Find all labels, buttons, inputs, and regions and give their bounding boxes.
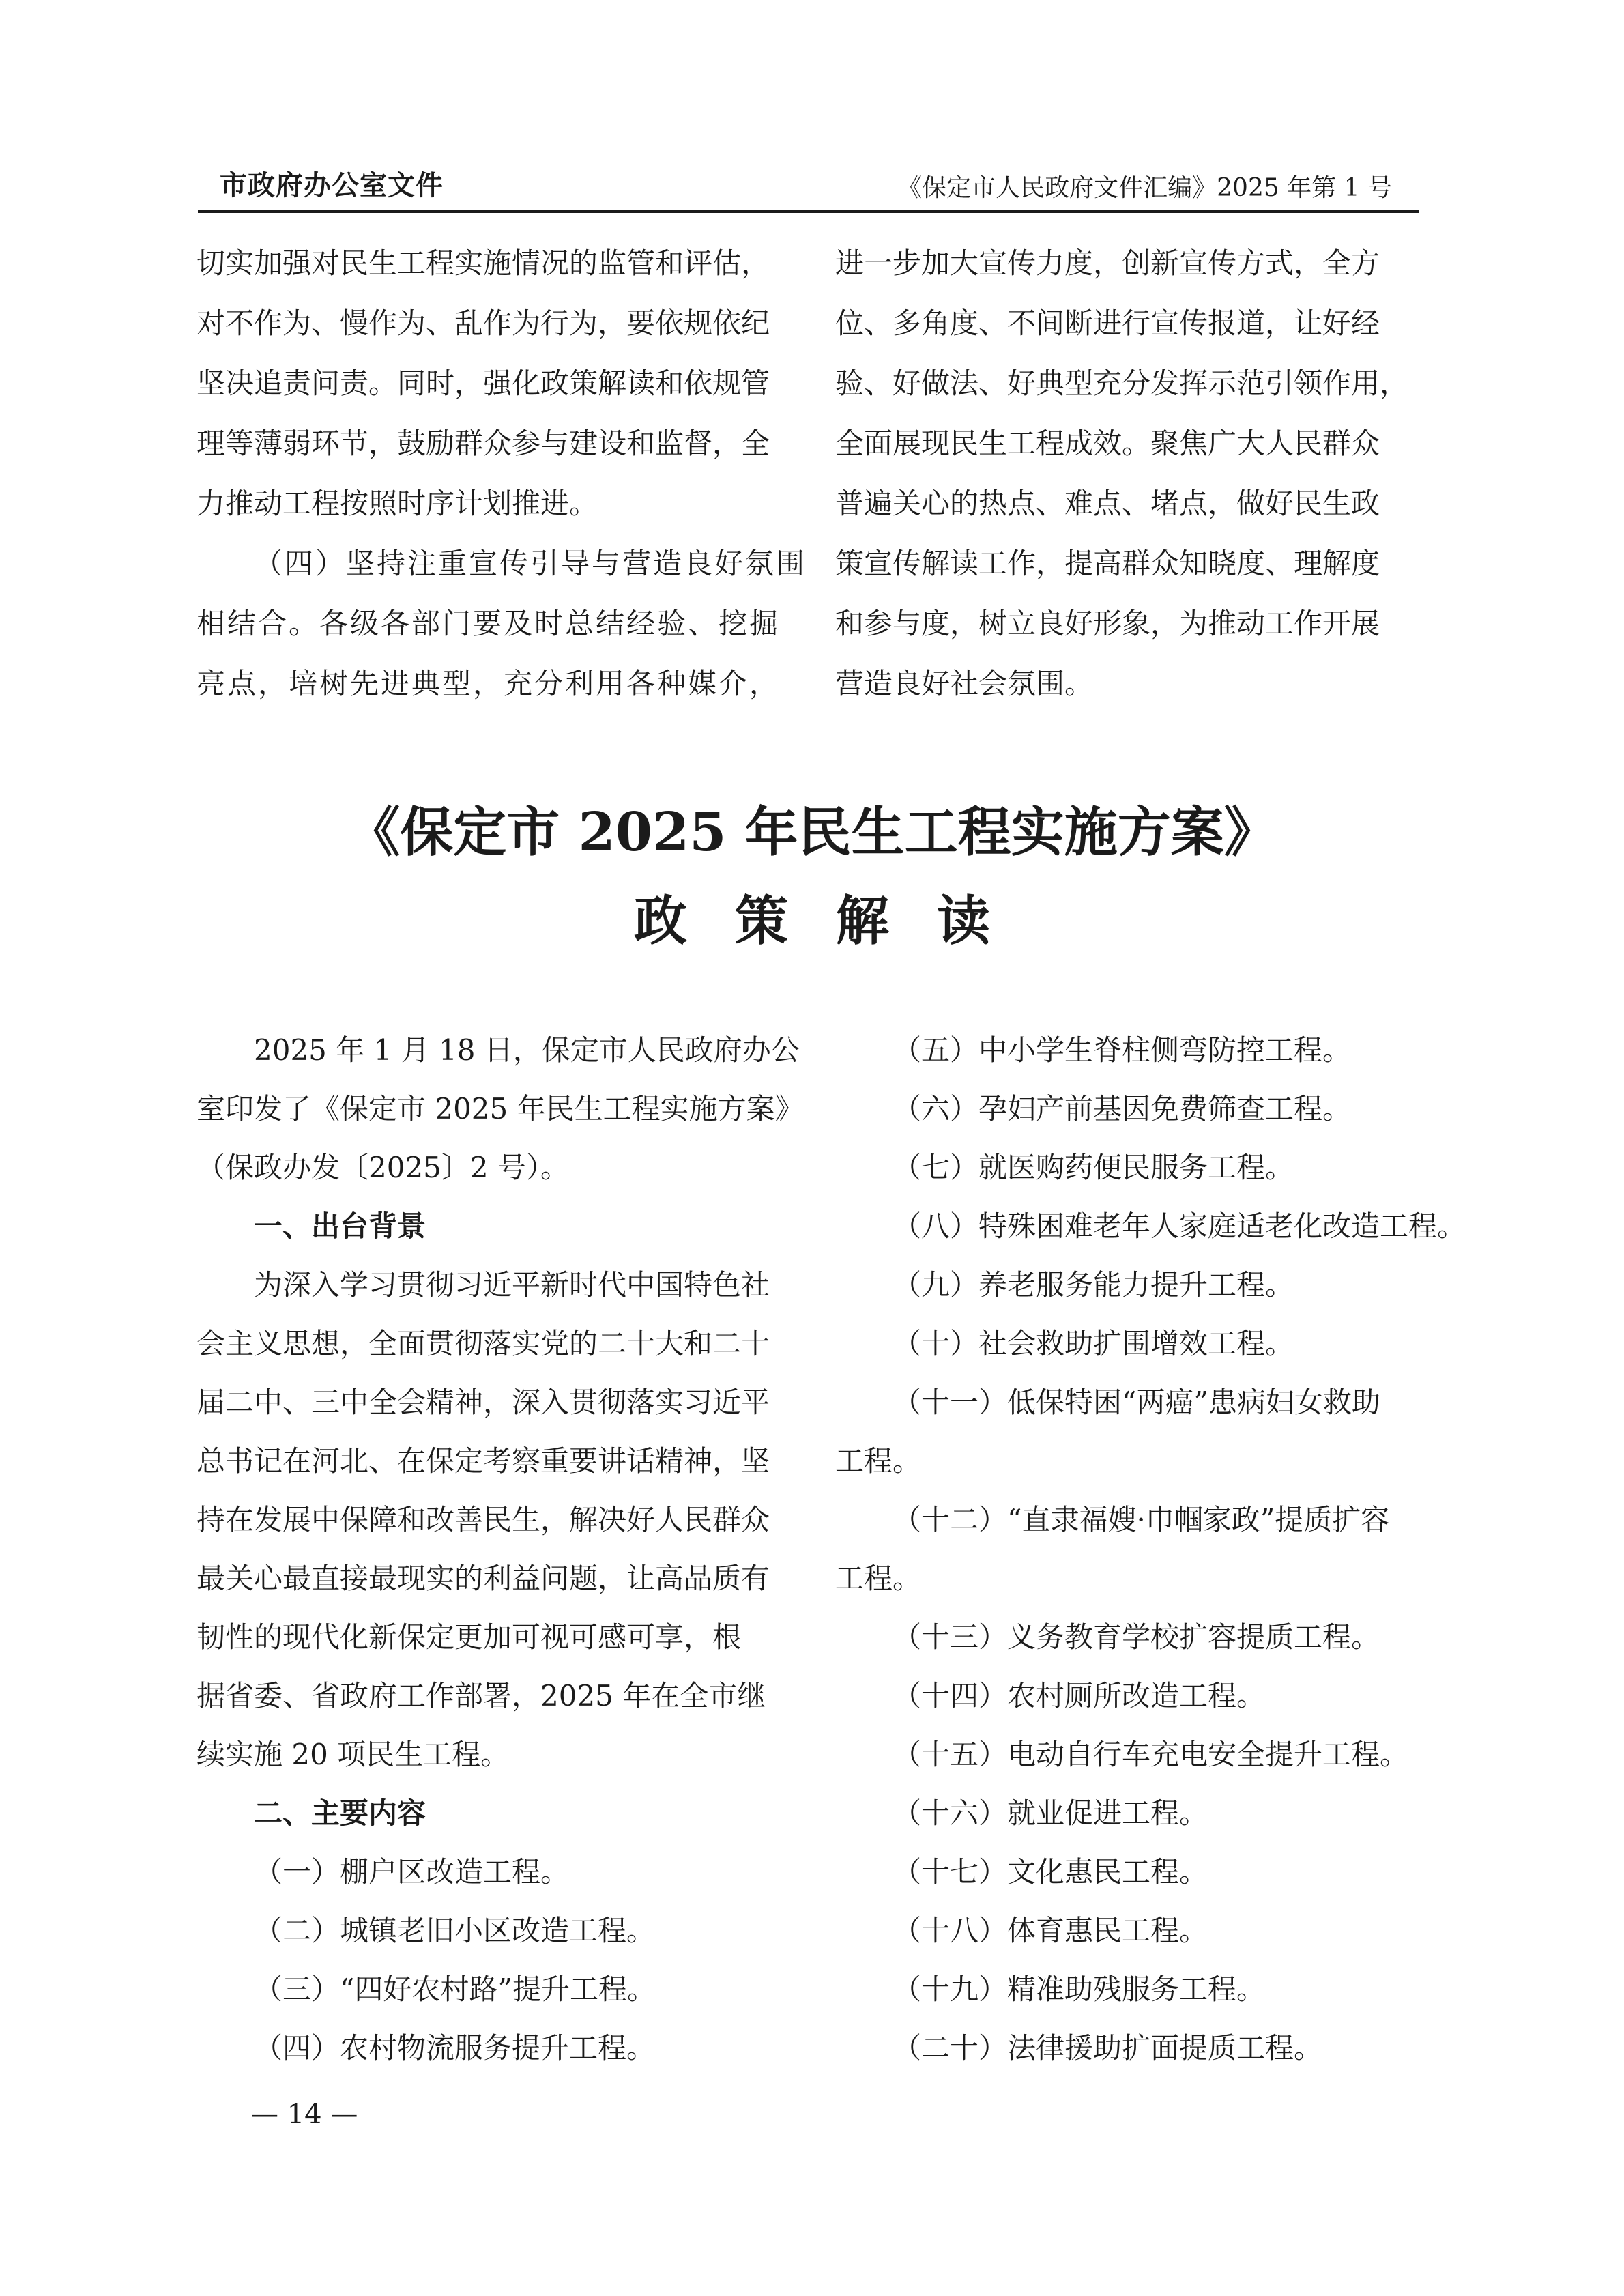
paragraph-line: 力推动工程按照时序计划推进。 [197,487,598,520]
paragraph-line: 验、好做法、好典型充分发挥示范引领作用， [835,367,1409,400]
list-item-continuation: 工程。 [835,1562,922,1595]
paragraph-line: 韧性的现代化新保定更加可视可感可享，根 [197,1620,742,1654]
list-item: （二）城镇老旧小区改造工程。 [254,1914,656,1947]
section-heading-background: 一、出台背景 [254,1209,426,1243]
list-item-continuation: 工程。 [835,1444,922,1478]
list-item: （十一）低保特困“两癌”患病妇女救助 [893,1386,1380,1419]
list-item: （十四）农村厕所改造工程。 [893,1679,1266,1712]
list-item: （十三）义务教育学校扩容提质工程。 [893,1620,1380,1654]
list-item: （十八）体育惠民工程。 [893,1914,1208,1947]
paragraph-line: 全面展现民生工程成效。聚焦广大人民群众 [835,427,1380,460]
top-right-column [835,233,1422,714]
paragraph-line: 普遍关心的热点、难点、堵点，做好民生政 [835,487,1380,520]
intro-line: （保政办发〔2025〕2 号）。 [197,1151,569,1184]
list-item: （四）农村物流服务提升工程。 [254,2031,656,2065]
header-rule [198,210,1419,213]
paragraph-line: 相结合。各级各部门要及时总结经验、挖掘 [197,607,781,640]
body-left-column [197,1021,804,2078]
paragraph-line: 位、多角度、不间断进行宣传报道，让好经 [835,306,1380,340]
list-item: （十）社会救助扩围增效工程。 [893,1327,1294,1360]
document-subtitle: 政策解读 [633,890,1038,952]
list-item: （十五）电动自行车充电安全提升工程。 [893,1738,1409,1771]
list-item: （六）孕妇产前基因免费筛查工程。 [893,1092,1352,1125]
paragraph-line: 续实施 20 项民生工程。 [197,1738,510,1771]
paragraph-line: 届二中、三中全会精神，深入贯彻落实习近平 [197,1386,770,1419]
body-right-column [835,1021,1466,2078]
list-item: （七）就医购药便民服务工程。 [893,1151,1294,1184]
paragraph-line: 进一步加大宣传力度，创新宣传方式，全方 [835,246,1380,280]
header-left-title: 市政府办公室文件 [220,170,444,201]
header-right-title: 《保定市人民政府文件汇编》2025 年第 1 号 [897,174,1392,202]
paragraph-line: 营造良好社会氛围。 [835,667,1094,700]
paragraph-line: 策宣传解读工作，提高群众知晓度、理解度 [835,547,1380,580]
page-number: — 14 — [251,2099,358,2130]
paragraph-line: 切实加强对民生工程实施情况的监管和评估， [197,246,770,280]
paragraph-line: 为深入学习贯彻习近平新时代中国特色社 [254,1268,770,1302]
paragraph-line: 会主义思想，全面贯彻落实党的二十大和二十 [197,1327,770,1360]
paragraph-line: 理等薄弱环节，鼓励群众参与建设和监督，全 [197,427,770,460]
paragraph-line: 据省委、省政府工作部署，2025 年在全市继 [197,1679,766,1712]
list-item: （九）养老服务能力提升工程。 [893,1268,1294,1302]
list-item: （一）棚户区改造工程。 [254,1855,570,1889]
intro-line: 2025 年 1 月 18 日，保定市人民政府办公 [254,1033,800,1067]
list-item: （十六）就业促进工程。 [893,1796,1208,1830]
intro-line: 室印发了《保定市 2025 年民生工程实施方案》 [197,1092,804,1125]
section-four-heading: （四）坚持注重宣传引导与营造良好氛围 [254,547,807,580]
paragraph-line: 和参与度，树立良好形象，为推动工作开展 [835,607,1380,640]
top-left-column [197,233,807,714]
list-item: （三）“四好农村路”提升工程。 [254,1972,656,2006]
document-title: 《保定市 2025 年民生工程实施方案》 [347,801,1277,863]
paragraph-line: 总书记在河北、在保定考察重要讲话精神，坚 [197,1444,770,1478]
paragraph-line: 持在发展中保障和改善民生，解决好人民群众 [197,1503,770,1536]
paragraph-line: 亮点，培树先进典型，充分利用各种媒介， [197,667,781,700]
list-item: （十七）文化惠民工程。 [893,1855,1208,1889]
list-item: （五）中小学生脊柱侧弯防控工程。 [893,1033,1352,1067]
list-item: （十九）精准助残服务工程。 [893,1972,1266,2006]
list-item: （十二）“直隶福嫂·巾帼家政”提质扩容 [893,1503,1390,1536]
paragraph-line: 最关心最直接最现实的利益问题，让高品质有 [197,1562,770,1595]
section-heading-content: 二、主要内容 [254,1796,426,1830]
paragraph-line: 对不作为、慢作为、乱作为行为，要依规依纪 [197,306,770,340]
paragraph-line: 坚决追责问责。同时，强化政策解读和依规管 [197,367,770,400]
list-item: （八）特殊困难老年人家庭适老化改造工程。 [893,1209,1466,1243]
list-item: （二十）法律援助扩面提质工程。 [893,2031,1323,2065]
